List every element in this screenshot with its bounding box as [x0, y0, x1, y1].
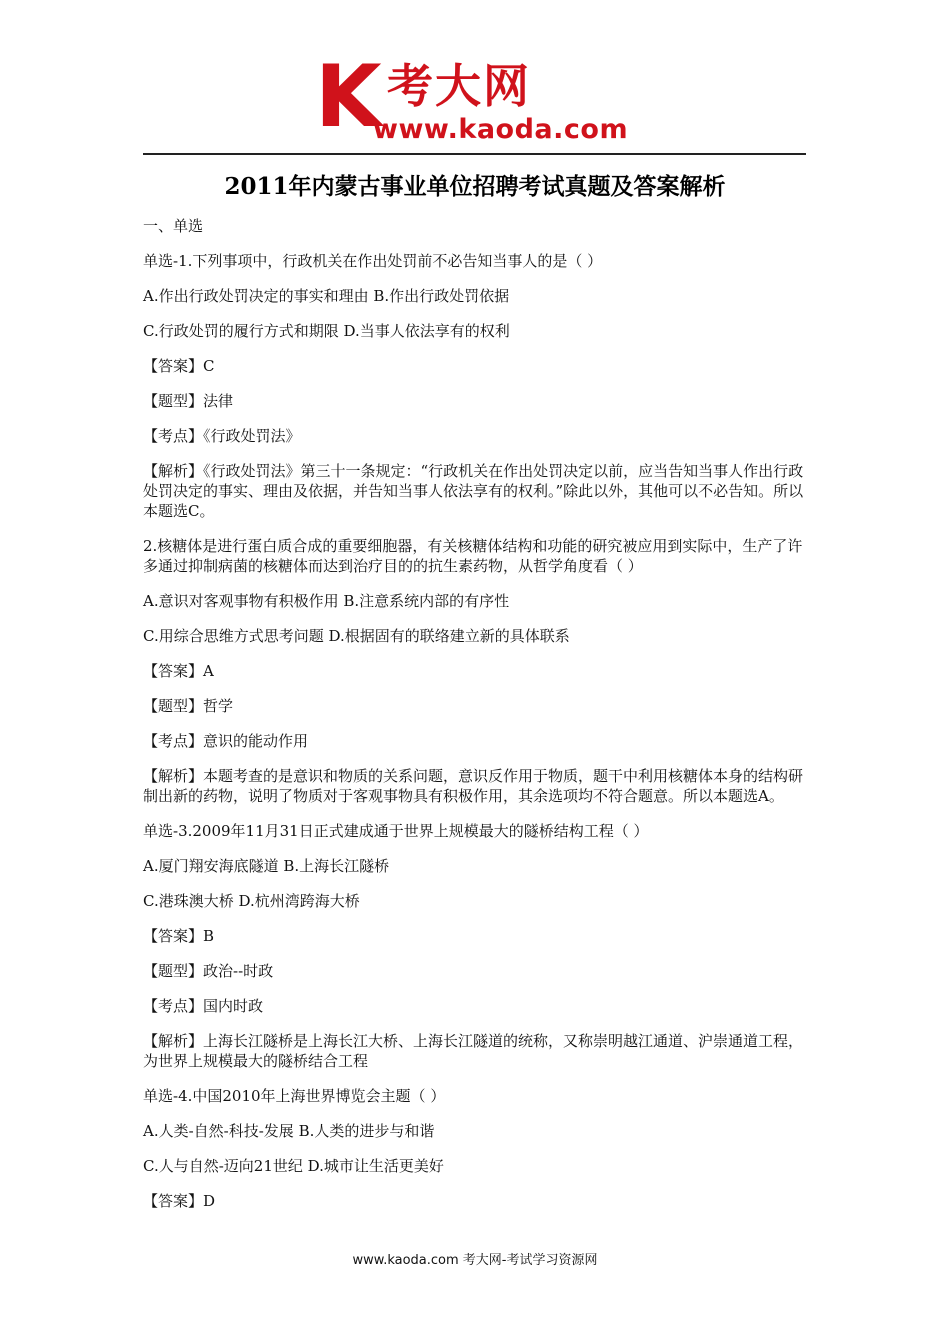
- explanation: 【解析】《行政处罚法》第三十一条规定：“行政机关在作出处罚决定以前，应当告知当事人作出行政处罚决定的事实、理由及依据，并告知当事人依法享有的权利。”除此以外，其他可以不必告知。所以本题选C。: [143, 462, 804, 520]
- explanation: 【解析】本题考查的是意识和物质的关系问题，意识反作用于物质，题干中利用核糖体本身的结构研制出新的药物，说明了物质对于客观事物具有积极作用，其余选项均不符合题意。所以本题选A。: [143, 767, 804, 805]
- question-type: 【题型】哲学: [143, 697, 234, 715]
- kaoda-logo: [315, 47, 645, 148]
- options-line: C.用综合思维方式思考问题 D.根据固有的联络建立新的具体联系: [143, 627, 570, 645]
- question-type: 【题型】政治--时政: [143, 962, 274, 980]
- options-line: A.人类-自然-科技-发展 B.人类的进步与和谐: [143, 1122, 435, 1140]
- answer: 【答案】C: [143, 357, 215, 375]
- logo-url: www.kaoda.com: [373, 114, 629, 145]
- logo-letter: K: [315, 47, 380, 147]
- logo-name: 考大网: [387, 59, 531, 113]
- options-line: A.意识对客观事物有积极作用 B.注意系统内部的有序性: [143, 592, 510, 610]
- question-type: 【题型】法律: [143, 392, 234, 410]
- options-line: C.港珠澳大桥 D.杭州湾跨海大桥: [143, 892, 360, 910]
- question-1: 单选-1.下列事项中，行政机关在作出处罚前不必告知当事人的是（ ）: [143, 252, 603, 270]
- key-point: 【考点】《行政处罚法》: [143, 427, 301, 445]
- section-heading: 一、单选: [143, 217, 204, 235]
- answer: 【答案】B: [143, 927, 215, 945]
- header-divider: [143, 153, 806, 155]
- key-point: 【考点】国内时政: [143, 997, 264, 1015]
- options-line: A.厦门翔安海底隧道 B.上海长江隧桥: [143, 857, 390, 875]
- document-title: 2011年内蒙古事业单位招聘考试真题及答案解析: [224, 173, 726, 200]
- page-footer: www.kaoda.com 考大网-考试学习资源网: [352, 1253, 598, 1268]
- options-line: A.作出行政处罚决定的事实和理由 B.作出行政处罚依据: [143, 287, 510, 305]
- page-header: [0, 0, 950, 152]
- options-line: C.行政处罚的履行方式和期限 D.当事人依法享有的权利: [143, 322, 510, 340]
- question-4: 单选-4.中国2010年上海世界博览会主题（ ）: [143, 1087, 446, 1105]
- document-body: [143, 216, 808, 1226]
- answer: 【答案】D: [143, 1192, 216, 1210]
- key-point: 【考点】意识的能动作用: [143, 732, 309, 750]
- question-3: 单选-3.2009年11月31日正式建成通于世界上规模最大的隧桥结构工程（ ）: [143, 822, 649, 840]
- options-line: C.人与自然-迈向21世纪 D.城市让生活更美好: [143, 1157, 444, 1175]
- answer: 【答案】A: [143, 662, 214, 680]
- question-2: 2.核糖体是进行蛋白质合成的重要细胞器，有关核糖体结构和功能的研究被应用到实际中，生产了许多通过抑制病菌的核糖体而达到治疗目的的抗生素药物，从哲学角度看（ ）: [143, 537, 803, 575]
- explanation: 【解析】上海长江隧桥是上海长江大桥、上海长江隧道的统称，又称崇明越江通道、沪崇通道工程，为世界上规模最大的隧桥结合工程: [143, 1032, 804, 1070]
